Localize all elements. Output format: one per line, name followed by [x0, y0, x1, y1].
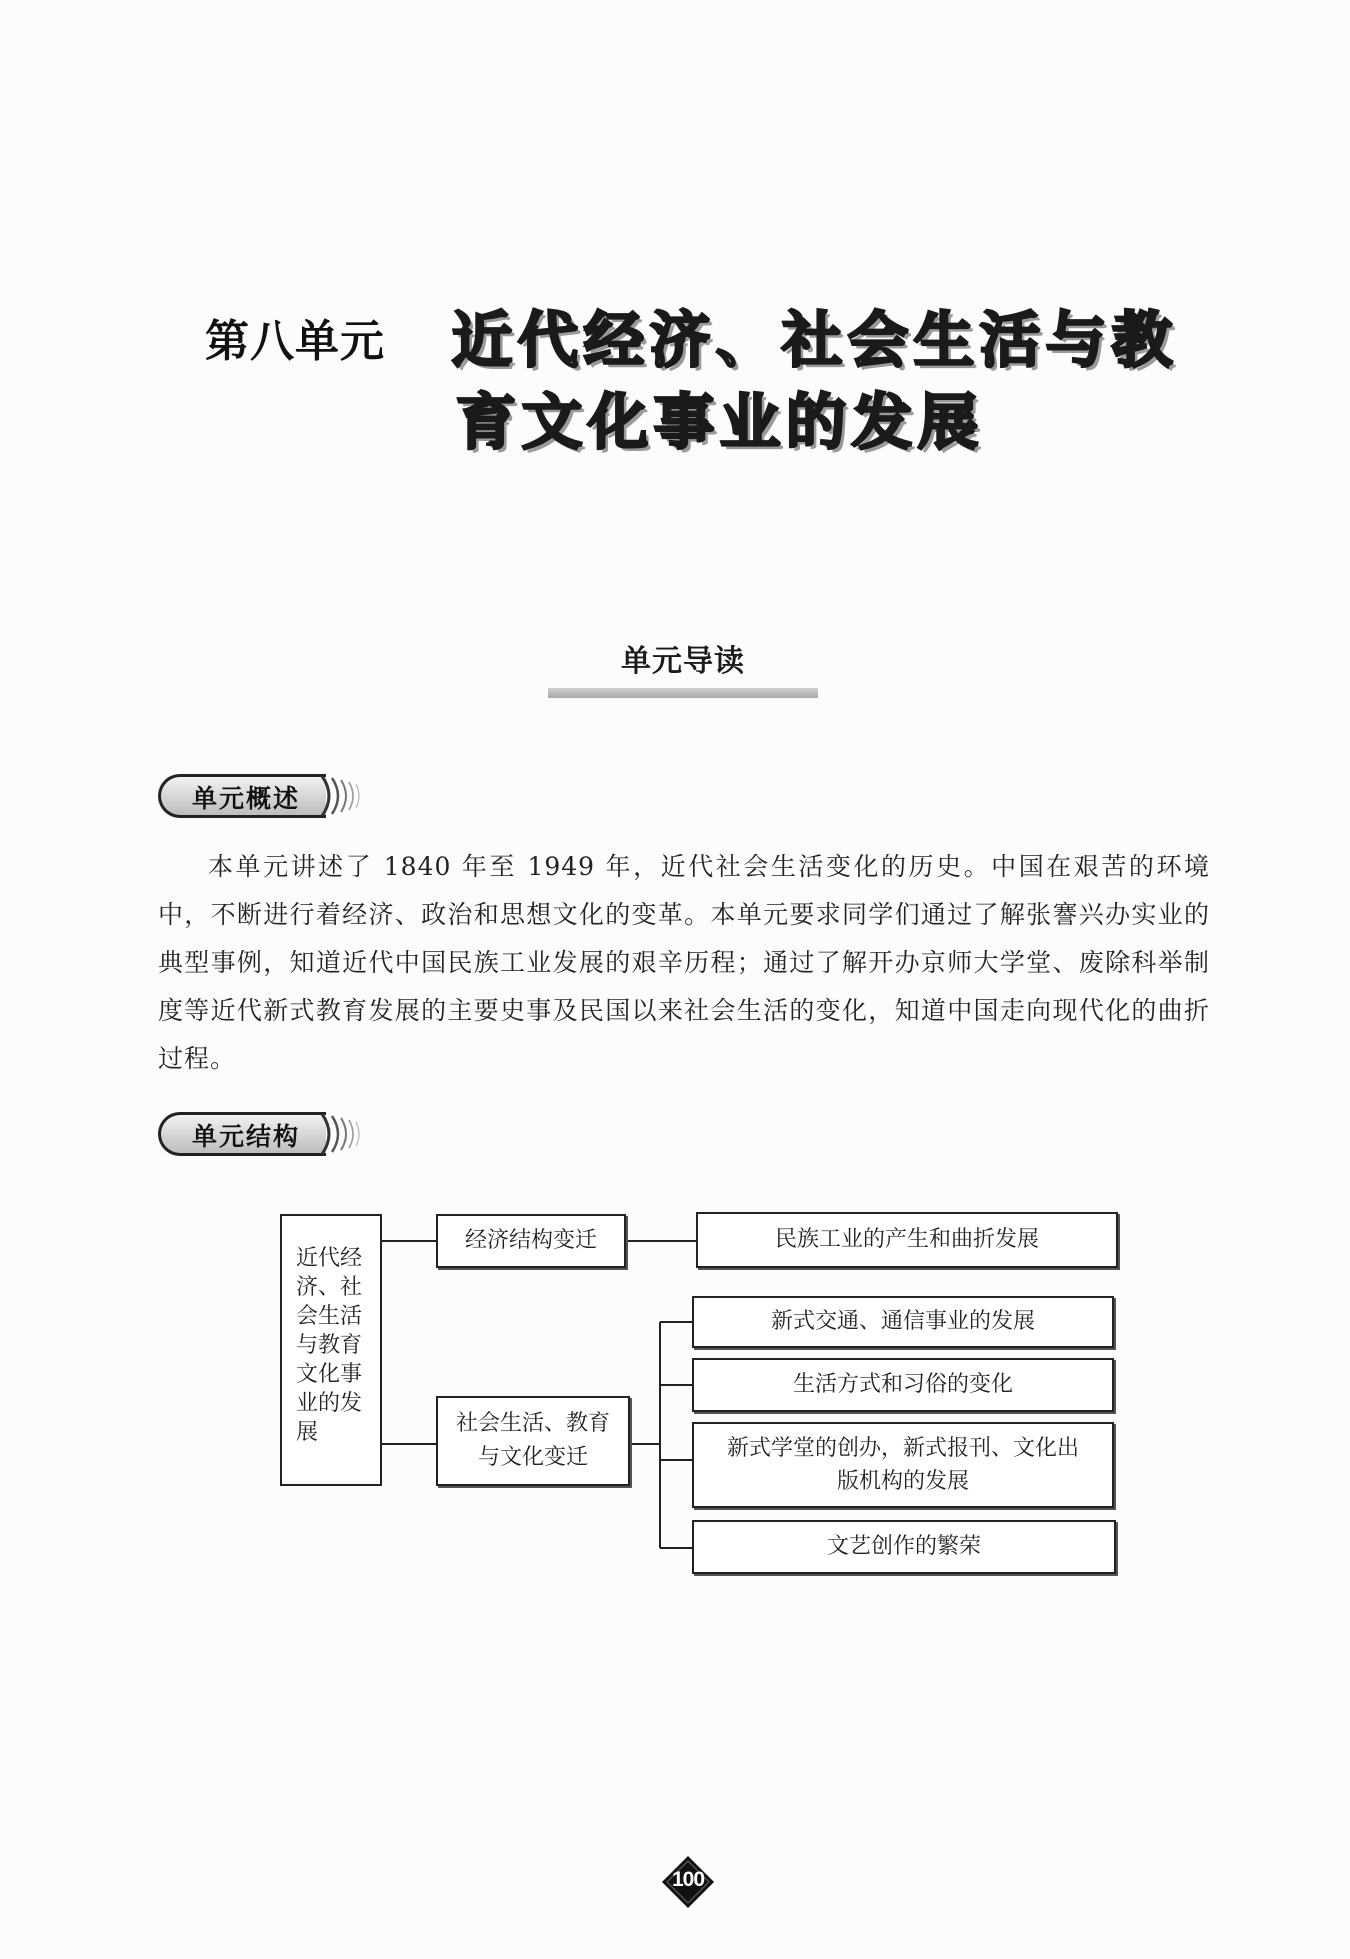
structure-node-lifestyle-label: 生活方式和习俗的变化: [792, 1372, 1013, 1397]
structure-branch-society-label-line-2: 与文化变迁: [477, 1445, 588, 1470]
structure-root-line: 会生活: [296, 1304, 363, 1329]
unit-label: 第八单元: [205, 316, 385, 367]
overview-tab-stripes-icon: [318, 774, 368, 818]
structure-root-line: 与教育: [296, 1333, 363, 1358]
unit-title: [452, 300, 1192, 464]
structure-branch-economy-label: 经济结构变迁: [464, 1228, 597, 1253]
structure-node-national-industry-label: 民族工业的产生和曲折发展: [774, 1227, 1039, 1252]
page-number: 100: [671, 1868, 705, 1891]
structure-node-arts-label: 文艺创作的繁荣: [826, 1534, 981, 1559]
structure-node-arts: [692, 1520, 1116, 1574]
structure-node-transport-label: 新式交通、通信事业的发展: [770, 1309, 1035, 1334]
structure-branch-society-label-line-1: 社会生活、教育: [455, 1411, 610, 1436]
unit-guide-heading-text: 单元导读: [621, 644, 745, 679]
structure-tab: [158, 1112, 368, 1156]
unit-guide-heading: [548, 636, 818, 698]
structure-root-line: 文化事: [296, 1362, 363, 1387]
structure-tab-stripes-icon: [318, 1112, 368, 1156]
page-number-badge: [661, 1855, 715, 1909]
structure-node-schools-press-line-2: 版机构的发展: [836, 1469, 969, 1494]
unit-title-line-2: 育文化事业的发展: [456, 388, 984, 458]
structure-node-schools-press-line-1: 新式学堂的创办，新式报刊、文化出: [726, 1436, 1079, 1461]
structure-node-national-industry: [696, 1212, 1118, 1268]
structure-node-lifestyle: [692, 1358, 1114, 1412]
structure-root-line: 济、社: [296, 1275, 363, 1300]
structure-root-line: 展: [296, 1420, 319, 1445]
overview-tab: [158, 774, 368, 818]
structure-node-transport: [692, 1296, 1114, 1348]
structure-root-box: [280, 1214, 382, 1486]
unit-title-line-1: 近代经济、社会生活与教: [452, 306, 1178, 376]
overview-tab-label: 单元概述: [192, 784, 301, 813]
overview-paragraph: 本单元讲述了 1840 年至 1949 年，近代社会生活变化的历史。中国在艰苦的环境中，不断进行着经济、政治和思想文化的变革。本单元要求同学们通过了解张謇兴办实业的典型事例，知道近代中国民族工业发展的艰辛历程；通过了解开办京师大学堂、废除科举制度等近代新式教育发展的主要史事及民国以来社会生活的变化，知道中国走向现代化的曲折过程。: [158, 852, 1210, 1073]
structure-branch-economy: [436, 1214, 626, 1268]
structure-tab-label: 单元结构: [192, 1122, 301, 1151]
structure-node-schools-press: [692, 1422, 1114, 1508]
structure-root-line: 近代经: [296, 1246, 363, 1271]
unit-guide-underline: [548, 688, 818, 698]
structure-branch-society: [436, 1396, 630, 1486]
structure-root-line: 业的发: [296, 1391, 363, 1416]
